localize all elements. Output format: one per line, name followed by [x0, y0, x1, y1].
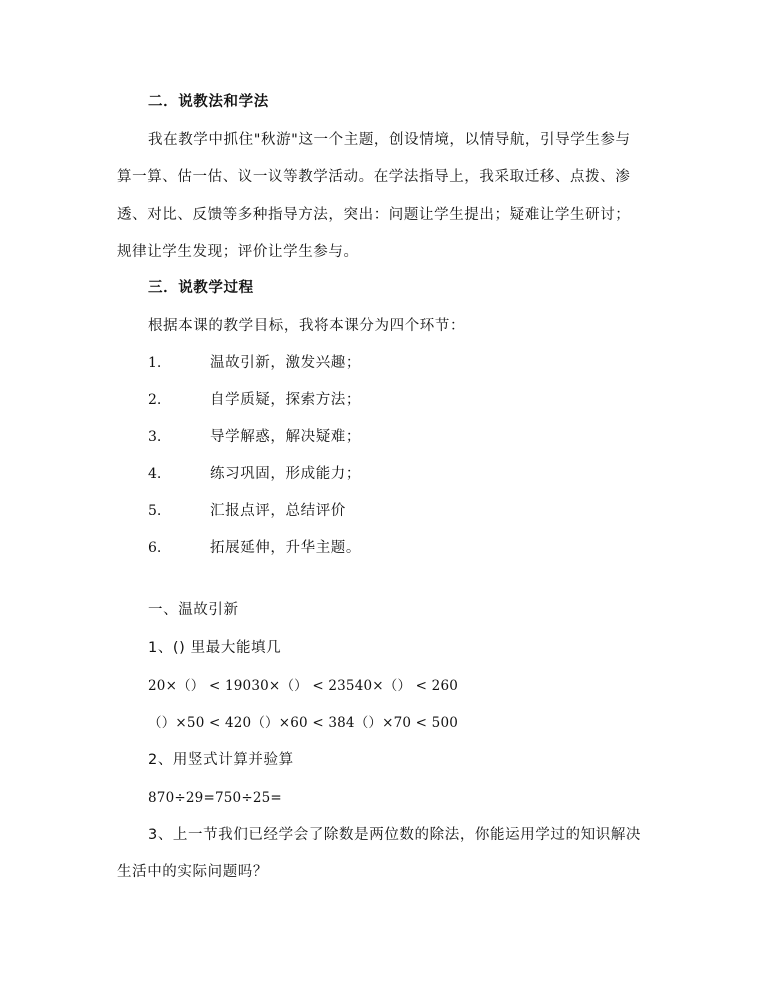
step-text: 自学质疑，探索方法；	[210, 392, 361, 408]
question-1-line-2: （）×50 < 420（）×60 < 384（）×70 < 500	[148, 715, 459, 731]
section3-heading: 三．说教学过程	[148, 280, 254, 296]
question-1-line-1: 20×（） < 19030×（） < 23540×（） < 260	[148, 678, 459, 694]
question-2: 2、用竖式计算并验算	[148, 752, 294, 768]
question-1: 1、() 里最大能填几	[148, 640, 282, 656]
step-text: 拓展延伸，升华主题。	[210, 540, 361, 556]
step-text: 汇报点评，总结评价	[210, 503, 346, 519]
paragraph-line: 透、对比、反馈等多种指导方法，突出：问题让学生提出；疑难让学生研讨；	[117, 207, 631, 223]
paragraph-line: 我在教学中抓住"秋游"这一个主题，创设情境，以情导航，引导学生参与	[148, 132, 631, 148]
question-3-line: 生活中的实际问题吗？	[117, 864, 268, 880]
step-number: 3.	[148, 429, 162, 445]
step-number: 2.	[148, 392, 162, 408]
section3-intro: 根据本课的教学目标，我将本课分为四个环节：	[148, 318, 466, 334]
step-number: 1.	[148, 355, 162, 371]
step-number: 5.	[148, 503, 162, 519]
step-number: 6.	[148, 540, 162, 556]
paragraph-line: 算一算、估一估、议一议等教学活动。在学法指导上，我采取迁移、点拨、渗	[117, 169, 631, 185]
step-text: 导学解惑，解决疑难；	[210, 429, 361, 445]
section2-heading: 二．说教法和学法	[148, 94, 269, 110]
step-number: 4.	[148, 466, 162, 482]
question-3-line: 3、上一节我们已经学会了除数是两位数的除法，你能运用学过的知识解决	[148, 827, 642, 843]
step-text: 练习巩固，形成能力；	[210, 466, 361, 482]
question-2-expression: 870÷29=750÷25=	[148, 790, 282, 806]
step-text: 温故引新，激发兴趣；	[210, 355, 361, 371]
paragraph-line: 规律让学生发现；评价让学生参与。	[117, 244, 359, 260]
part1-heading: 一、温故引新	[148, 602, 239, 618]
